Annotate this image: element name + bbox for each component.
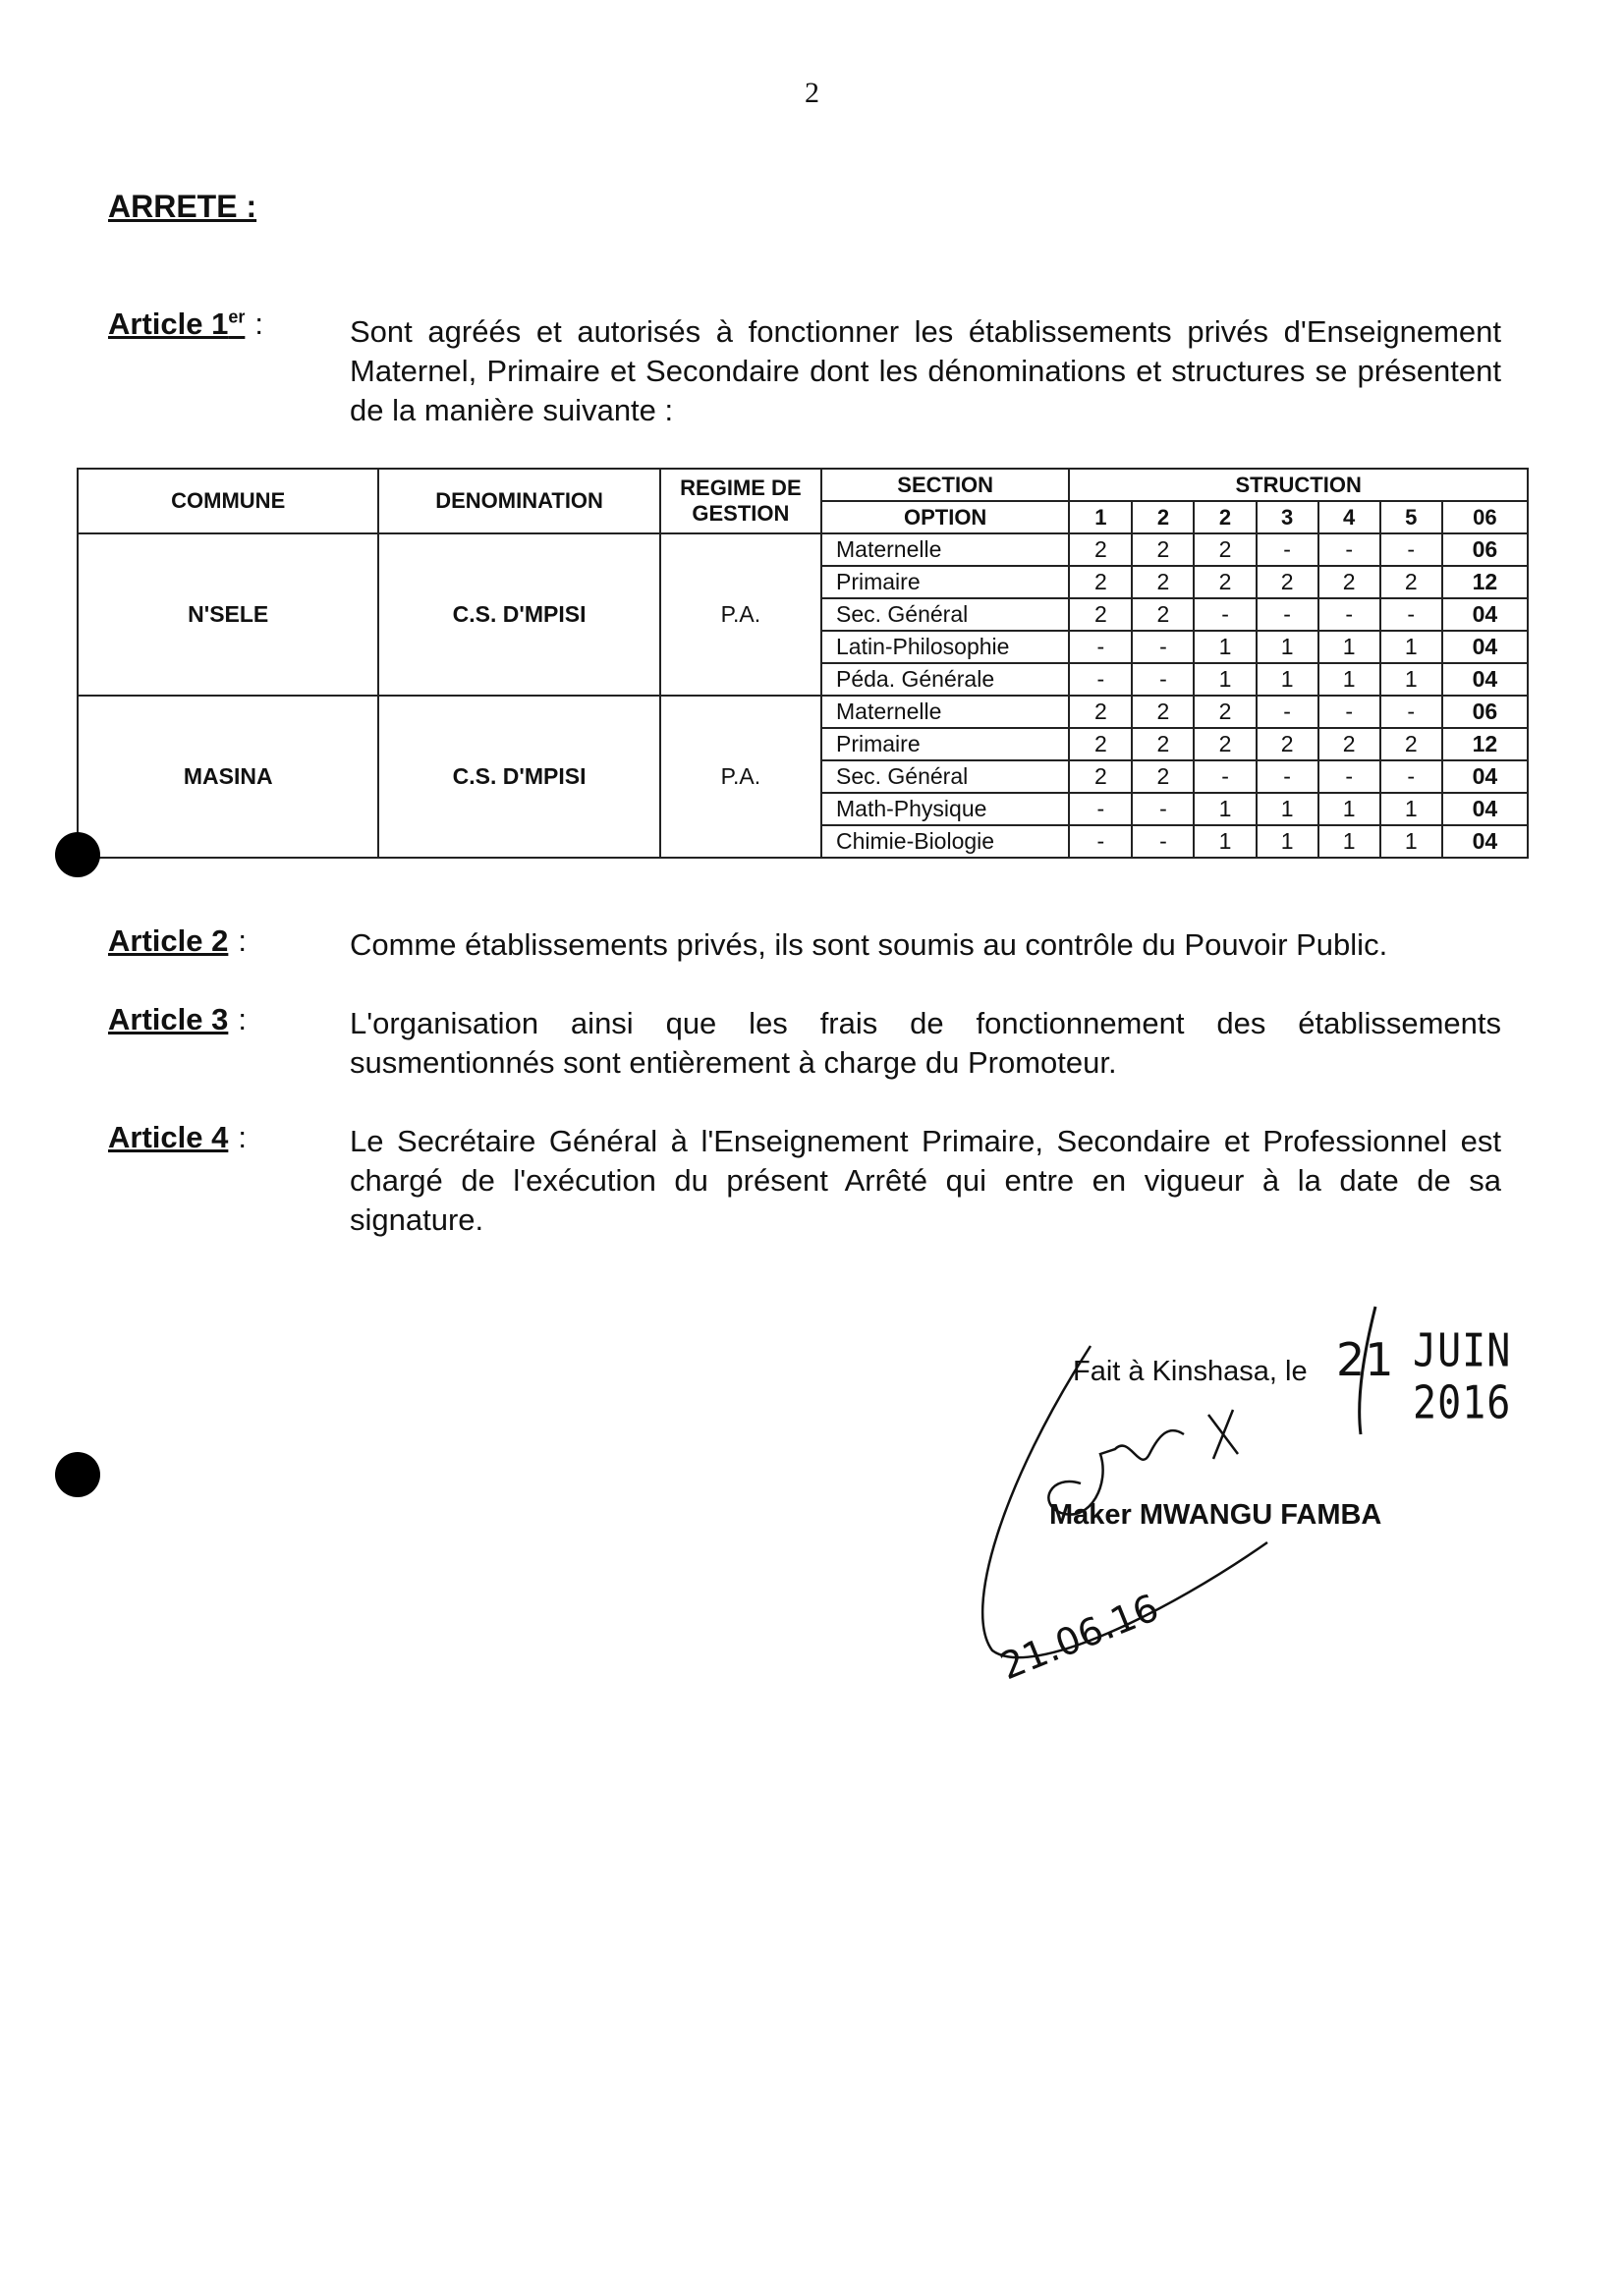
struction-cell: 1 <box>1318 631 1380 663</box>
option-cell: Péda. Générale <box>821 663 1069 696</box>
struction-cell: 1 <box>1257 631 1318 663</box>
struction-cell: 06 <box>1442 696 1528 728</box>
option-cell: Latin-Philosophie <box>821 631 1069 663</box>
struction-cell: - <box>1257 760 1318 793</box>
header-level: 4 <box>1318 501 1380 533</box>
struction-cell: 04 <box>1442 663 1528 696</box>
struction-cell: - <box>1194 598 1256 631</box>
header-struction: STRUCTION <box>1069 469 1528 501</box>
struction-cell: 2 <box>1257 566 1318 598</box>
signer-name: Maker MWANGU FAMBA <box>1049 1499 1382 1531</box>
header-level: 5 <box>1380 501 1442 533</box>
handwritten-signature <box>943 1287 1493 1700</box>
denomination-cell: C.S. D'MPISI <box>378 696 659 858</box>
struction-cell: 06 <box>1442 533 1528 566</box>
struction-cell: 2 <box>1069 566 1132 598</box>
struction-cell: 1 <box>1318 663 1380 696</box>
struction-cell: 2 <box>1069 598 1132 631</box>
struction-cell: - <box>1069 793 1132 825</box>
option-cell: Primaire <box>821 566 1069 598</box>
struction-cell: 2 <box>1069 696 1132 728</box>
struction-cell: - <box>1318 760 1380 793</box>
struction-cell: - <box>1257 533 1318 566</box>
struction-cell: 1 <box>1380 825 1442 858</box>
struction-cell: 04 <box>1442 760 1528 793</box>
article-1-label: Article 1er : <box>108 307 263 341</box>
header-level: 2 <box>1194 501 1256 533</box>
struction-cell: 2 <box>1194 533 1256 566</box>
struction-cell: 2 <box>1194 696 1256 728</box>
struction-cell: - <box>1069 825 1132 858</box>
punch-hole <box>55 832 100 877</box>
header-regime: REGIME DE GESTION <box>660 469 821 533</box>
struction-cell: - <box>1132 825 1194 858</box>
struction-cell: 2 <box>1132 566 1194 598</box>
handwritten-date: 21.06.16 <box>993 1586 1165 1689</box>
struction-cell: - <box>1194 760 1256 793</box>
punch-hole <box>55 1452 100 1497</box>
struction-cell: 04 <box>1442 793 1528 825</box>
struction-cell: 1 <box>1194 793 1256 825</box>
struction-cell: - <box>1257 696 1318 728</box>
option-cell: Sec. Général <box>821 598 1069 631</box>
article-3-label: Article 3 : <box>108 1002 247 1036</box>
struction-cell: 1 <box>1194 663 1256 696</box>
struction-cell: 2 <box>1132 533 1194 566</box>
commune-cell: MASINA <box>78 696 378 858</box>
struction-cell: - <box>1069 631 1132 663</box>
struction-cell: 1 <box>1257 825 1318 858</box>
struction-cell: 1 <box>1257 793 1318 825</box>
struction-cell: 2 <box>1132 728 1194 760</box>
header-level: 1 <box>1069 501 1132 533</box>
header-denomination: DENOMINATION <box>378 469 659 533</box>
struction-cell: 12 <box>1442 728 1528 760</box>
regime-cell: P.A. <box>660 533 821 696</box>
struction-cell: - <box>1318 598 1380 631</box>
struction-cell: - <box>1380 760 1442 793</box>
struction-cell: - <box>1380 533 1442 566</box>
struction-cell: 1 <box>1194 825 1256 858</box>
struction-cell: 1 <box>1318 793 1380 825</box>
struction-cell: 1 <box>1380 663 1442 696</box>
article-1-text: Sont agréés et autorisés à fonctionner les établissements privés d'Enseignement Maternel, Primaire et Secondaire dont les dénominations et structures se présentent de la manière suivante : <box>350 314 1501 427</box>
struction-cell: - <box>1132 793 1194 825</box>
option-cell: Maternelle <box>821 533 1069 566</box>
struction-cell: - <box>1380 696 1442 728</box>
handwritten-day: 21 <box>1336 1333 1394 1386</box>
article-4-text: Le Secrétaire Général à l'Enseignement Primaire, Secondaire et Professionnel est chargé de l'exécution du présent Arrêté qui entre en vigueur à la date de sa signature. <box>350 1124 1501 1237</box>
article-2-label: Article 2 : <box>108 923 247 958</box>
option-cell: Math-Physique <box>821 793 1069 825</box>
header-section: SECTION <box>821 469 1069 501</box>
header-option: OPTION <box>821 501 1069 533</box>
struction-cell: 1 <box>1194 631 1256 663</box>
option-cell: Chimie-Biologie <box>821 825 1069 858</box>
option-cell: Maternelle <box>821 696 1069 728</box>
struction-cell: - <box>1132 631 1194 663</box>
struction-cell: 04 <box>1442 825 1528 858</box>
structure-table <box>77 468 1529 859</box>
denomination-cell: C.S. D'MPISI <box>378 533 659 696</box>
struction-cell: 2 <box>1257 728 1318 760</box>
regime-cell: P.A. <box>660 696 821 858</box>
struction-cell: 1 <box>1318 825 1380 858</box>
struction-cell: 1 <box>1257 663 1318 696</box>
commune-cell: N'SELE <box>78 533 378 696</box>
header-level: 3 <box>1257 501 1318 533</box>
struction-cell: 2 <box>1132 598 1194 631</box>
struction-cell: 2 <box>1318 728 1380 760</box>
struction-cell: 1 <box>1380 631 1442 663</box>
table-row <box>78 533 1528 566</box>
article-4-label: Article 4 : <box>108 1120 247 1154</box>
document-title: ARRETE : <box>108 189 257 224</box>
struction-cell: - <box>1132 663 1194 696</box>
header-level: 06 <box>1442 501 1528 533</box>
struction-cell: 2 <box>1318 566 1380 598</box>
struction-cell: 04 <box>1442 598 1528 631</box>
struction-cell: 2 <box>1380 728 1442 760</box>
struction-cell: 1 <box>1380 793 1442 825</box>
header-commune: COMMUNE <box>78 469 378 533</box>
table-row <box>78 696 1528 728</box>
struction-cell: 2 <box>1194 728 1256 760</box>
header-level: 2 <box>1132 501 1194 533</box>
option-cell: Sec. Général <box>821 760 1069 793</box>
page-number: 2 <box>805 77 819 109</box>
place-date-line: Fait à Kinshasa, le <box>1073 1356 1308 1387</box>
struction-cell: - <box>1318 533 1380 566</box>
struction-cell: - <box>1257 598 1318 631</box>
option-cell: Primaire <box>821 728 1069 760</box>
struction-cell: 2 <box>1132 760 1194 793</box>
struction-cell: 12 <box>1442 566 1528 598</box>
struction-cell: 04 <box>1442 631 1528 663</box>
article-3-text: L'organisation ainsi que les frais de fonctionnement des établissements susmentionnés sont entièrement à charge du Promoteur. <box>350 1006 1501 1080</box>
struction-cell: - <box>1318 696 1380 728</box>
struction-cell: 2 <box>1069 533 1132 566</box>
struction-cell: 2 <box>1132 696 1194 728</box>
struction-cell: - <box>1069 663 1132 696</box>
struction-cell: 2 <box>1194 566 1256 598</box>
struction-cell: 2 <box>1069 760 1132 793</box>
article-2-text: Comme établissements privés, ils sont soumis au contrôle du Pouvoir Public. <box>350 927 1388 962</box>
struction-cell: - <box>1380 598 1442 631</box>
struction-cell: 2 <box>1380 566 1442 598</box>
date-stamp: JUIN 2016 <box>1413 1325 1512 1429</box>
struction-cell: 2 <box>1069 728 1132 760</box>
